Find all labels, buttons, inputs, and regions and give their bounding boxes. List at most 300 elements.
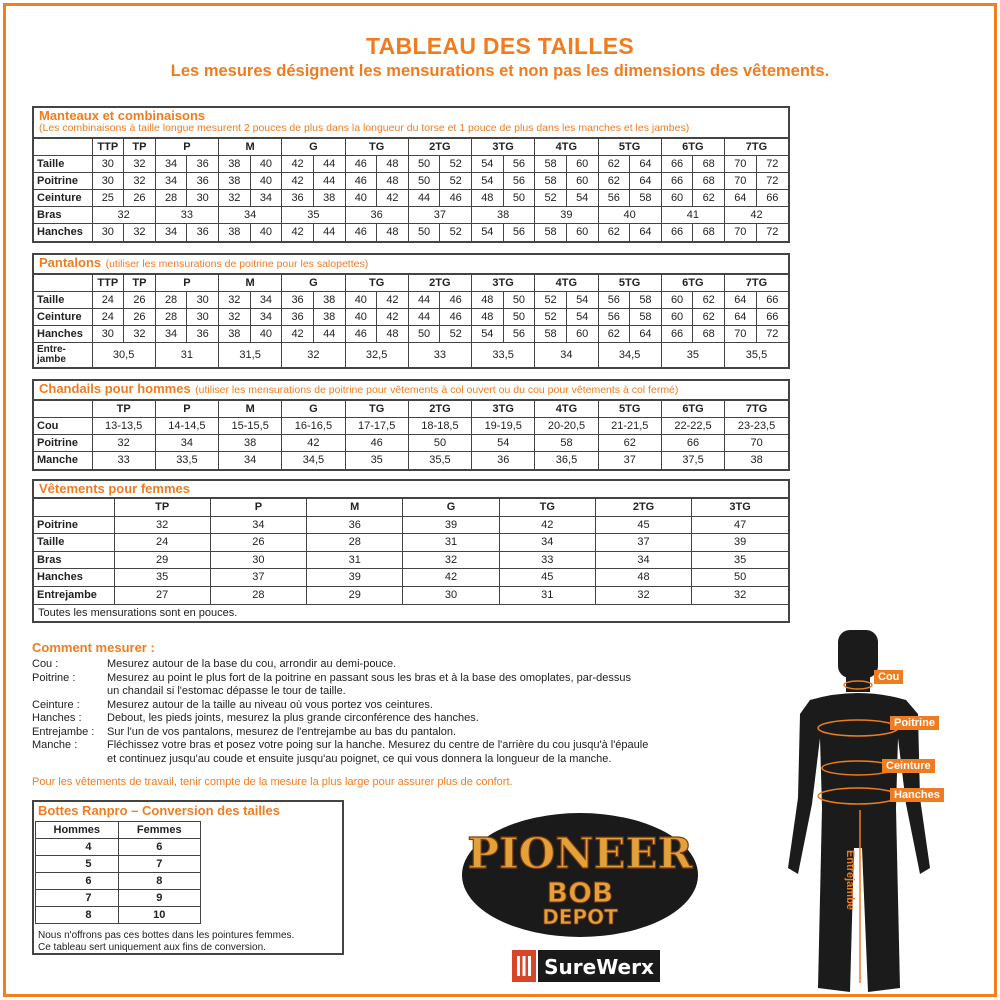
page-subtitle: Les mesures désignent les mensurations et non pas les dimensions des vêtements. — [170, 62, 830, 80]
pants-table — [34, 274, 788, 367]
how-item — [32, 753, 732, 767]
pants-cell: 31,5 — [219, 343, 282, 367]
coats-cell: 28 — [155, 190, 187, 207]
coats-cell: 30 — [92, 156, 124, 173]
pants-size-header: M — [219, 275, 282, 292]
shirts-row — [34, 435, 788, 452]
pants-cell: 34 — [250, 292, 282, 309]
coats-row — [34, 190, 788, 207]
pants-cell: 35 — [661, 343, 724, 367]
coats-cell: 66 — [756, 190, 788, 207]
how-term — [32, 753, 107, 767]
coats-cell: 32 — [219, 190, 251, 207]
women-cell: 42 — [403, 569, 499, 587]
shirts-size-header: 7TG — [725, 401, 788, 418]
women-row-label: Poitrine — [34, 516, 114, 534]
shirts-cell: 17-17,5 — [345, 418, 408, 435]
how-title: Comment mesurer : — [32, 640, 155, 655]
coats-size-header: 4TG — [535, 139, 598, 156]
boots-row — [36, 907, 201, 924]
women-cell: 37 — [210, 569, 306, 587]
shirts-cell: 42 — [282, 435, 345, 452]
shirts-cell: 32 — [92, 435, 155, 452]
pants-cell: 44 — [408, 292, 440, 309]
coats-row-label: Hanches — [34, 224, 92, 241]
how-item — [32, 672, 732, 686]
pants-cell: 48 — [472, 292, 504, 309]
women-cell: 50 — [692, 569, 788, 587]
pants-row-label: Hanches — [34, 326, 92, 343]
pants-cell: 36 — [187, 326, 219, 343]
coats-cell: 46 — [345, 173, 377, 190]
pants-row — [34, 309, 788, 326]
shirts-cell: 20-20,5 — [535, 418, 598, 435]
women-cell: 31 — [403, 534, 499, 552]
coats-cell: 42 — [282, 156, 314, 173]
how-term: Poitrine : — [32, 671, 76, 684]
logo-line-1: PIONEER — [467, 829, 693, 878]
pants-row-label: Ceinture — [34, 309, 92, 326]
women-cell: 28 — [307, 534, 403, 552]
pioneer-bob-depot-logo — [460, 810, 700, 940]
pants-cell: 54 — [566, 292, 598, 309]
coats-cell: 68 — [693, 156, 725, 173]
pants-cell: 26 — [124, 309, 156, 326]
pants-cell: 46 — [440, 309, 472, 326]
coats-subtitle: (Les combinaisons à taille longue mesurent 2 pouces de plus dans la longueur du torse et 1 pouce de plus dans les manches et les jambes) — [39, 122, 690, 134]
coats-size-header: M — [219, 139, 282, 156]
shirts-cell: 34,5 — [282, 452, 345, 469]
pants-cell: 30,5 — [92, 343, 155, 367]
shirts-cell: 14-14,5 — [155, 418, 218, 435]
pants-cell: 50 — [503, 309, 535, 326]
coats-cell: 56 — [503, 224, 535, 241]
shirts-cell: 23-23,5 — [725, 418, 788, 435]
shirts-row-label: Manche — [34, 452, 92, 469]
coats-row — [34, 224, 788, 241]
pants-cell: 68 — [693, 326, 725, 343]
coats-cell: 58 — [535, 156, 567, 173]
pants-cell: 32 — [219, 309, 251, 326]
coats-cell: 40 — [250, 173, 282, 190]
coats-cell: 48 — [472, 190, 504, 207]
shirts-cell: 33 — [92, 452, 155, 469]
pants-cell: 70 — [725, 326, 757, 343]
pants-size-header: 4TG — [535, 275, 598, 292]
women-table — [34, 498, 788, 604]
shirts-size-header: 2TG — [408, 401, 471, 418]
coats-cell: 66 — [661, 156, 693, 173]
coats-cell: 34 — [250, 190, 282, 207]
shirts-cell: 50 — [408, 435, 471, 452]
pants-cell: 36 — [282, 292, 314, 309]
coats-cell: 66 — [661, 224, 693, 241]
coats-size-header: 5TG — [598, 139, 661, 156]
how-definition: Fléchissez votre bras et posez votre poing sur la hanche. Mesurez du centre de l'arrière du cou jusqu'à l'épaule — [107, 739, 649, 751]
women-row — [34, 551, 788, 569]
how-to-measure — [32, 640, 732, 766]
boots-women-size: 8 — [118, 873, 201, 890]
pants-row — [34, 326, 788, 343]
women-cell: 35 — [692, 551, 788, 569]
coats-cell: 32 — [92, 207, 155, 224]
coats-cell: 48 — [377, 224, 409, 241]
boots-conversion-box — [32, 800, 344, 955]
coats-cell: 40 — [598, 207, 661, 224]
coats-cell: 36 — [187, 173, 219, 190]
women-cell: 47 — [692, 516, 788, 534]
pants-row-label: Entre-jambe — [34, 343, 92, 367]
coats-cell: 62 — [693, 190, 725, 207]
pants-cell: 24 — [92, 292, 124, 309]
pants-table-box — [32, 253, 790, 369]
coats-cell: 38 — [219, 173, 251, 190]
coats-cell: 68 — [693, 173, 725, 190]
how-term: Ceinture : — [32, 698, 80, 711]
women-size-header: 2TG — [595, 499, 691, 517]
shirts-cell: 22-22,5 — [661, 418, 724, 435]
pants-cell: 52 — [535, 292, 567, 309]
pants-cell: 42 — [377, 309, 409, 326]
coats-cell: 60 — [566, 224, 598, 241]
how-definition: Sur l'un de vos pantalons, mesurez de l'entrejambe au bas du pantalon. — [107, 725, 457, 738]
shirts-table-box — [32, 379, 790, 471]
coats-cell: 44 — [313, 173, 345, 190]
pants-cell: 34 — [250, 309, 282, 326]
pants-cell: 60 — [661, 309, 693, 326]
women-size-header: M — [307, 499, 403, 517]
pants-header — [34, 255, 788, 274]
boots-men-size: 4 — [36, 839, 119, 856]
women-cell: 33 — [499, 551, 595, 569]
coats-cell: 64 — [630, 173, 662, 190]
shirts-cell: 19-19,5 — [472, 418, 535, 435]
how-item — [32, 712, 732, 726]
women-cell: 34 — [210, 516, 306, 534]
pants-cell: 42 — [377, 292, 409, 309]
coats-cell: 38 — [313, 190, 345, 207]
shirts-title: Chandails pour hommes — [39, 381, 191, 396]
women-row — [34, 534, 788, 552]
pants-cell: 52 — [440, 326, 472, 343]
pants-cell: 58 — [630, 309, 662, 326]
coats-cell: 72 — [756, 224, 788, 241]
coats-cell: 52 — [440, 224, 472, 241]
coats-size-header: TG — [345, 139, 408, 156]
coats-title: Manteaux et combinaisons — [39, 108, 206, 123]
women-cell: 26 — [210, 534, 306, 552]
pants-cell: 58 — [630, 292, 662, 309]
pants-size-header: G — [282, 275, 345, 292]
women-header — [34, 481, 788, 498]
coats-cell: 32 — [124, 156, 156, 173]
shirts-cell: 62 — [598, 435, 661, 452]
shirts-size-header: 5TG — [598, 401, 661, 418]
callout-poitrine: Poitrine — [890, 716, 939, 730]
pants-cell: 46 — [440, 292, 472, 309]
coats-cell: 35 — [282, 207, 345, 224]
coats-cell: 34 — [155, 224, 187, 241]
coats-cell: 56 — [503, 173, 535, 190]
shirts-cell: 36 — [472, 452, 535, 469]
women-cell: 32 — [595, 586, 691, 604]
coats-cell: 48 — [377, 156, 409, 173]
coats-cell: 60 — [566, 156, 598, 173]
boots-row — [36, 873, 201, 890]
boots-col-men: Hommes — [36, 822, 119, 839]
shirts-cell: 36,5 — [535, 452, 598, 469]
shirts-cell: 15-15,5 — [219, 418, 282, 435]
logo-line-3: DEPOT — [542, 905, 618, 929]
pants-cell: 36 — [282, 309, 314, 326]
shirts-cell: 38 — [219, 435, 282, 452]
coats-cell: 42 — [377, 190, 409, 207]
pants-cell: 38 — [313, 292, 345, 309]
coats-cell: 58 — [535, 224, 567, 241]
coats-cell: 56 — [598, 190, 630, 207]
pants-cell: 35,5 — [725, 343, 789, 367]
coats-cell: 50 — [408, 173, 440, 190]
coats-cell: 44 — [313, 156, 345, 173]
women-row-label: Taille — [34, 534, 114, 552]
pants-cell: 46 — [345, 326, 377, 343]
shirts-corner — [34, 401, 92, 418]
women-note: Toutes les mensurations sont en pouces. — [34, 604, 788, 621]
shirts-cell: 33,5 — [155, 452, 218, 469]
boots-title: Bottes Ranpro – Conversion des tailles — [38, 803, 281, 818]
coats-cell: 34 — [155, 173, 187, 190]
shirts-cell: 37,5 — [661, 452, 724, 469]
coats-cell: 32 — [124, 224, 156, 241]
how-definition: un chandail si l'estomac dépasse le tour de taille. — [107, 685, 346, 697]
pants-cell: 32 — [282, 343, 345, 367]
coats-row — [34, 156, 788, 173]
pants-title: Pantalons — [39, 255, 102, 270]
women-cell: 34 — [595, 551, 691, 569]
coats-cell: 38 — [219, 224, 251, 241]
pants-size-header: TTP — [92, 275, 124, 292]
pants-cell: 44 — [408, 309, 440, 326]
coats-cell: 46 — [345, 224, 377, 241]
coats-cell: 33 — [155, 207, 218, 224]
pants-cell: 33,5 — [472, 343, 535, 367]
shirts-size-header: 4TG — [535, 401, 598, 418]
pants-cell: 64 — [630, 326, 662, 343]
pants-cell: 50 — [408, 326, 440, 343]
page-title: TABLEAU DES TAILLES — [365, 33, 635, 59]
pants-cell: 40 — [345, 292, 377, 309]
pants-corner — [34, 275, 92, 292]
pants-cell: 33 — [408, 343, 471, 367]
coats-cell: 52 — [440, 156, 472, 173]
coats-size-header: P — [155, 139, 218, 156]
how-item — [32, 685, 732, 699]
shirts-cell: 46 — [345, 435, 408, 452]
pants-cell: 38 — [219, 326, 251, 343]
coats-corner — [34, 139, 92, 156]
coats-cell: 54 — [472, 156, 504, 173]
coats-size-header: 6TG — [661, 139, 724, 156]
shirts-size-header: M — [219, 401, 282, 418]
women-size-header: 3TG — [692, 499, 788, 517]
women-corner — [34, 499, 114, 517]
pants-size-header: 7TG — [725, 275, 789, 292]
pants-cell: 64 — [725, 292, 757, 309]
coats-cell: 60 — [661, 190, 693, 207]
boots-note-1: Nous n'offrons pas ces bottes dans les pointures femmes. — [38, 930, 295, 941]
pants-size-header: 3TG — [472, 275, 535, 292]
pants-cell: 34,5 — [598, 343, 661, 367]
callout-ceinture: Ceinture — [882, 759, 935, 773]
pants-size-header: P — [155, 275, 218, 292]
women-size-header: G — [403, 499, 499, 517]
coats-cell: 62 — [598, 224, 630, 241]
pants-cell: 62 — [693, 309, 725, 326]
coats-cell: 62 — [598, 173, 630, 190]
pants-size-header: 5TG — [598, 275, 661, 292]
boots-row — [36, 890, 201, 907]
shirts-cell: 58 — [535, 435, 598, 452]
boots-men-size: 5 — [36, 856, 119, 873]
shirts-cell: 66 — [661, 435, 724, 452]
pants-cell: 34 — [535, 343, 598, 367]
pants-cell: 30 — [92, 326, 124, 343]
shirts-cell: 35,5 — [408, 452, 471, 469]
surewerx-text: SureWerx — [544, 955, 654, 979]
women-size-header: P — [210, 499, 306, 517]
pants-cell: 48 — [472, 309, 504, 326]
coats-row-label: Ceinture — [34, 190, 92, 207]
pants-cell: 54 — [472, 326, 504, 343]
pants-cell: 40 — [345, 309, 377, 326]
coats-cell: 54 — [472, 224, 504, 241]
callout-entrejambe: Entrejambe — [844, 850, 856, 910]
how-term — [32, 685, 107, 699]
coats-size-header: 3TG — [472, 139, 535, 156]
pants-cell: 56 — [598, 292, 630, 309]
pants-cell: 44 — [313, 326, 345, 343]
pants-row — [34, 292, 788, 309]
pants-cell: 66 — [756, 309, 788, 326]
how-item — [32, 658, 732, 672]
how-definition: et continuez jusqu'au coude et ensuite jusqu'au poignet, ce qui vous donnera la longueur de la manche. — [107, 752, 612, 765]
boots-women-size: 7 — [118, 856, 201, 873]
surewerx-logo — [512, 948, 662, 984]
pants-cell: 31 — [155, 343, 218, 367]
pants-cell: 62 — [598, 326, 630, 343]
pants-cell: 30 — [187, 292, 219, 309]
how-term: Entrejambe : — [32, 725, 95, 738]
shirts-cell: 35 — [345, 452, 408, 469]
women-cell: 29 — [114, 551, 210, 569]
how-definition: Debout, les pieds joints, mesurez la plus grande circonférence des hanches. — [107, 712, 479, 724]
pants-size-header: TP — [124, 275, 156, 292]
pants-size-header: 2TG — [408, 275, 471, 292]
women-cell: 24 — [114, 534, 210, 552]
coats-cell: 48 — [377, 173, 409, 190]
body-silhouette — [770, 628, 970, 998]
shirts-size-header: G — [282, 401, 345, 418]
pants-cell: 38 — [313, 309, 345, 326]
coats-cell: 52 — [440, 173, 472, 190]
coats-cell: 41 — [661, 207, 724, 224]
coats-cell: 36 — [345, 207, 408, 224]
coats-cell: 64 — [630, 224, 662, 241]
shirts-header — [34, 381, 788, 400]
coats-cell: 44 — [313, 224, 345, 241]
pants-cell: 58 — [535, 326, 567, 343]
pants-cell: 66 — [756, 292, 788, 309]
coats-cell: 50 — [503, 190, 535, 207]
shirts-table — [34, 400, 788, 469]
women-size-header: TP — [114, 499, 210, 517]
pants-cell: 42 — [282, 326, 314, 343]
shirts-row-label: Poitrine — [34, 435, 92, 452]
coats-cell: 40 — [250, 156, 282, 173]
how-item — [32, 739, 732, 753]
coats-cell: 54 — [566, 190, 598, 207]
boots-women-size: 9 — [118, 890, 201, 907]
pants-cell: 24 — [92, 309, 124, 326]
pants-cell: 28 — [155, 309, 187, 326]
pants-cell: 56 — [503, 326, 535, 343]
how-definition: Mesurez au point le plus fort de la poitrine en passant sous les bras et à la base des omoplates, par-dessus — [107, 671, 632, 684]
how-item — [32, 726, 732, 740]
coats-cell: 42 — [725, 207, 789, 224]
shirts-size-header: 3TG — [472, 401, 535, 418]
pants-cell: 60 — [661, 292, 693, 309]
coats-cell: 64 — [630, 156, 662, 173]
women-cell: 45 — [595, 516, 691, 534]
coats-cell: 34 — [219, 207, 282, 224]
women-row — [34, 516, 788, 534]
coats-row-label: Taille — [34, 156, 92, 173]
coats-cell: 70 — [725, 224, 757, 241]
women-row-label: Bras — [34, 551, 114, 569]
coats-row-label: Bras — [34, 207, 92, 224]
women-cell: 39 — [692, 534, 788, 552]
coats-cell: 40 — [345, 190, 377, 207]
boots-table — [35, 821, 201, 924]
pants-cell: 32,5 — [345, 343, 408, 367]
coats-cell: 50 — [408, 224, 440, 241]
pants-cell: 28 — [155, 292, 187, 309]
work-note: Pour les vêtements de travail, tenir compte de la mesure la plus large pour assurer plus de confort. — [32, 776, 513, 788]
shirts-row — [34, 418, 788, 435]
shirts-cell: 34 — [219, 452, 282, 469]
women-cell: 35 — [114, 569, 210, 587]
coats-cell: 25 — [92, 190, 124, 207]
coats-cell: 39 — [535, 207, 598, 224]
women-cell: 31 — [307, 551, 403, 569]
pants-cell: 66 — [661, 326, 693, 343]
logo-line-2: BOB — [546, 876, 614, 909]
boots-women-size: 10 — [118, 907, 201, 924]
women-cell: 45 — [499, 569, 595, 587]
shirts-size-header: TP — [92, 401, 155, 418]
pants-cell: 64 — [725, 309, 757, 326]
coats-cell: 70 — [725, 173, 757, 190]
coats-cell: 72 — [756, 156, 788, 173]
women-cell: 29 — [307, 586, 403, 604]
women-cell: 30 — [210, 551, 306, 569]
shirts-size-header: P — [155, 401, 218, 418]
coats-cell: 30 — [92, 173, 124, 190]
women-size-header: TG — [499, 499, 595, 517]
shirts-cell: 18-18,5 — [408, 418, 471, 435]
body-figure — [770, 628, 970, 998]
coats-cell: 36 — [187, 156, 219, 173]
